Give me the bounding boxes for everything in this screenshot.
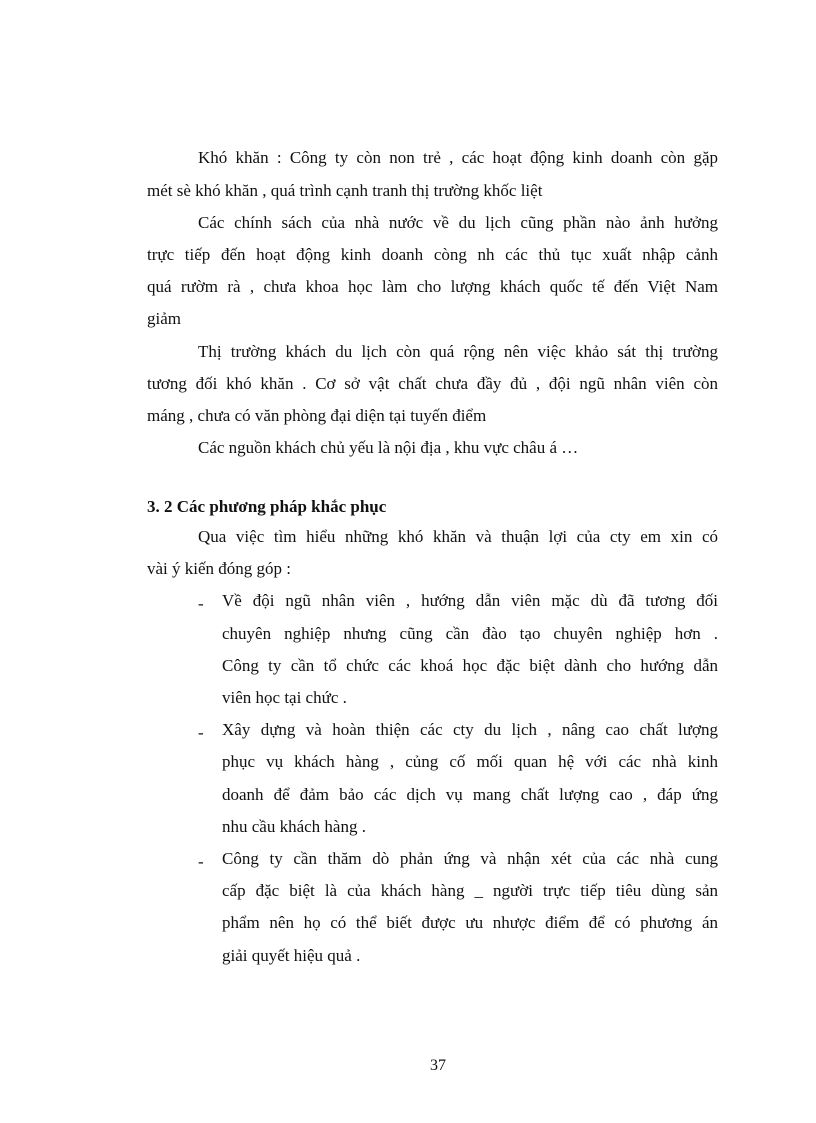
bullet-2-line-3: doanh để đảm bảo các dịch vụ mang chất lượng cao , đáp ứng	[222, 785, 718, 804]
market-line-3: máng , chưa có văn phòng đại diện tại tuyến điểm	[147, 406, 487, 425]
bullet-1-line-4: viên học tại chức .	[222, 688, 347, 707]
bullet-2-line-1: Xây dựng và hoàn thiện các cty du lịch , nâng cao chất lượng	[222, 720, 718, 739]
bullet-marker: -	[198, 852, 204, 871]
bullet-marker: -	[198, 723, 204, 742]
bullet-3-line-1: Công ty cần thăm dò phản ứng và nhận xét của các nhà cung	[222, 849, 718, 868]
section-heading: 3. 2 Các phương pháp khắc phục	[147, 497, 387, 516]
difficulties-line-1: Khó khăn : Công ty còn non trẻ , các hoạt động kinh doanh còn gặp	[198, 148, 718, 167]
policy-line-3: quá rườm rà , chưa khoa học làm cho lượng khách quốc tế đến Việt Nam	[147, 277, 718, 296]
difficulties-line-2: mét sè khó khăn , quá trình cạnh tranh thị trường khốc liệt	[147, 181, 543, 200]
intro-line-2: vài ý kiến đóng góp :	[147, 559, 292, 578]
bullet-1-line-3: Công ty cần tổ chức các khoá học đặc biệt dành cho hướng dẫn	[222, 656, 718, 675]
market-line-2: tương đối khó khăn . Cơ sở vật chất chưa đầy đủ , đội ngũ nhân viên còn	[147, 374, 718, 393]
bullet-3-line-2: cấp đặc biệt là của khách hàng _ người trực tiếp tiêu dùng sản	[222, 881, 718, 900]
market-line-1: Thị trường khách du lịch còn quá rộng nên việc khảo sát thị trường	[198, 342, 718, 361]
policy-line-1: Các chính sách của nhà nước về du lịch cũng phần nào ảnh hưởng	[198, 213, 718, 232]
bullet-1-line-1: Về đội ngũ nhân viên , hướng dẫn viên mặc dù đã tương đối	[222, 591, 718, 610]
bullet-3-line-3: phẩm nên họ có thể biết được ưu nhược điểm để có phương án	[222, 913, 718, 932]
page-number: 37	[430, 1057, 446, 1074]
intro-line-1: Qua việc tìm hiểu những khó khăn và thuận lợi của cty em xin có	[198, 527, 718, 546]
bullet-2-line-2: phục vụ khách hàng , củng cố mối quan hệ với các nhà kinh	[222, 752, 718, 771]
bullet-2-line-4: nhu cầu khách hàng .	[222, 817, 366, 836]
policy-line-2: trực tiếp đến hoạt động kinh doanh còng nh các thủ tục xuất nhập cảnh	[147, 245, 718, 264]
bullet-3-line-4: giải quyết hiệu quả .	[222, 946, 361, 965]
policy-line-4: giảm	[147, 309, 181, 328]
sources-line-1: Các nguồn khách chủ yếu là nội địa , khu vực châu á …	[198, 438, 579, 457]
bullet-marker: -	[198, 594, 204, 613]
bullet-1-line-2: chuyên nghiệp nhưng cũng cần đào tạo chuyên nghiệp hơn .	[222, 624, 718, 643]
